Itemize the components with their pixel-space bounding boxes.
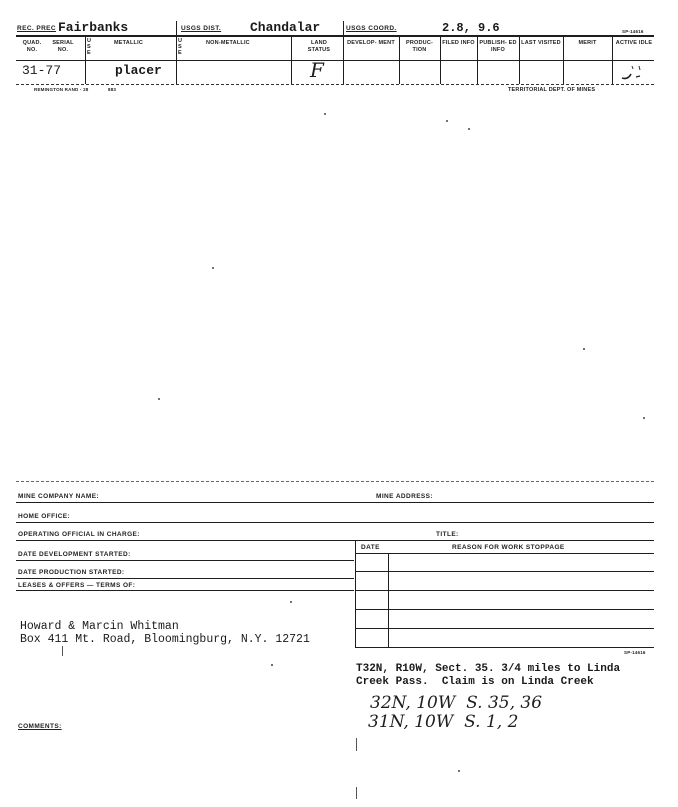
lessee-address: Box 411 Mt. Road, Bloomingburg, N.Y. 12721 <box>20 633 310 646</box>
col-serial-no: SERIAL NO. <box>52 40 74 53</box>
lessee-name: Howard & Marcin Whitman <box>20 620 179 633</box>
date-development-label: DATE DEVELOPMENT STARTED: <box>18 551 131 558</box>
col-production: PRODUC- TION <box>405 40 434 53</box>
col-published-info: PUBLISH- ED INFO <box>479 40 517 53</box>
column-header-rule <box>16 60 654 61</box>
col-quad-no: QUAD. NO. <box>22 40 42 53</box>
leases-label: LEASES & OFFERS — TERMS OF: <box>18 582 136 589</box>
col-merit: MERIT <box>578 40 597 46</box>
col-land-status: LAND STATUS <box>307 40 331 53</box>
active-idle-mark-icon <box>614 62 654 84</box>
handwritten-line-2: 31N, 10W S. 1, 2 <box>368 712 519 732</box>
location-line-2: Creek Pass. Claim is on Linda Creek <box>356 676 594 688</box>
printer-label: REMINGTON RAND - 28 <box>34 87 89 92</box>
col-use-a: U S E <box>87 38 92 56</box>
metallic-value: placer <box>115 63 162 78</box>
card-bottom-rule <box>16 84 654 85</box>
comments-label: COMMENTS: <box>18 723 62 730</box>
usgs-coord-value: 2.8, 9.6 <box>442 21 500 35</box>
usgs-coord-label: USGS COORD. <box>346 25 397 32</box>
col-development: DEVELOP- MENT <box>347 40 395 46</box>
rec-prec-label: REC. PREC <box>17 25 56 32</box>
quad-value: 31-77 <box>22 63 62 78</box>
home-office-label: HOME OFFICE: <box>18 513 71 520</box>
usgs-dist-label: USGS DIST. <box>181 25 222 32</box>
usgs-dist-value: Chandalar <box>250 20 321 35</box>
date-column-header: DATE <box>361 544 380 551</box>
col-last-visited: LAST VISITED <box>521 40 561 46</box>
col-metallic: METALLIC <box>114 40 143 46</box>
land-status-value: F <box>310 58 324 82</box>
reason-column-header: REASON FOR WORK STOPPAGE <box>452 544 565 551</box>
department-label: TERRITORIAL DEPT. OF MINES <box>508 87 596 93</box>
handwritten-line-1: 32N, 10W S. 35, 36 <box>370 693 543 713</box>
col-use-b: U S E <box>178 38 183 56</box>
title-label: TITLE: <box>436 531 459 538</box>
col-active-idle: ACTIVE IDLE <box>615 40 653 46</box>
card-top-edge <box>16 481 654 482</box>
operating-official-label: OPERATING OFFICIAL IN CHARGE: <box>18 531 140 538</box>
date-production-label: DATE PRODUCTION STARTED: <box>18 569 125 576</box>
location-line-1: T32N, R10W, Sect. 35. 3/4 miles to Linda <box>356 663 621 675</box>
form-number-top: SP-14616 <box>622 29 644 34</box>
col-non-metallic: NON-METALLIC <box>206 40 250 46</box>
form-number-bottom: SP-14616 <box>624 650 646 655</box>
col-filed-info: FILED INFO <box>442 40 475 46</box>
header-rule <box>16 35 654 37</box>
printer-code: 883 <box>108 87 117 92</box>
rec-prec-value: Fairbanks <box>58 20 129 35</box>
mine-address-label: MINE ADDRESS: <box>376 493 433 500</box>
mine-company-label: MINE COMPANY NAME: <box>18 493 99 500</box>
